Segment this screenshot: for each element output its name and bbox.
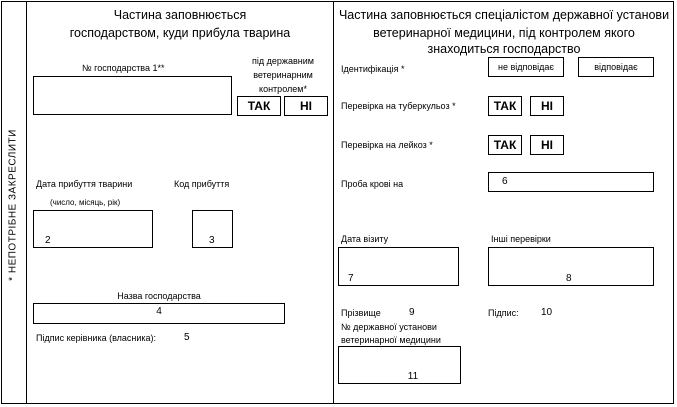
identification-label: Ідентифікація *: [341, 64, 405, 74]
not-match-text: не відповідає: [497, 62, 555, 72]
sign-num: 10: [541, 307, 553, 318]
right-header-line1: Частина заповнюється спеціалістом державної установи: [338, 8, 670, 22]
arrival-date-label: Дата прибуття тварини: [36, 179, 133, 189]
blood-num: 6: [502, 176, 508, 187]
tb-no-checkbox[interactable]: НІ: [530, 96, 564, 116]
arrival-date-num: 2: [45, 235, 51, 246]
leuk-yes-checkbox[interactable]: ТАК: [488, 135, 522, 155]
leuk-no-checkbox[interactable]: НІ: [530, 135, 564, 155]
farm-number-field[interactable]: [33, 76, 232, 115]
other-checks-label: Інші перевірки: [491, 234, 551, 244]
right-header-line3: знаходиться господарство: [427, 42, 581, 56]
state-control-line1: під державним: [252, 56, 314, 66]
institution-num: 11: [407, 371, 419, 382]
state-control-line3: контролем*: [259, 84, 307, 94]
state-control-no-checkbox[interactable]: НІ: [284, 96, 328, 116]
blood-field[interactable]: [488, 172, 654, 192]
visit-date-label: Дата візиту: [341, 234, 389, 244]
farm-name-num: 4: [156, 306, 162, 317]
visit-date-num: 7: [348, 273, 354, 284]
institution-label-line1: № державної установи: [341, 322, 437, 332]
side-note: * НЕПОТРІБНЕ ЗАКРЕСЛИТИ: [7, 129, 19, 281]
institution-label-line2: ветеринарної медицини: [341, 335, 441, 345]
visit-date-field[interactable]: [338, 247, 459, 286]
signature-label: Підпис керівника (власника):: [36, 333, 157, 343]
blood-label: Проба крові на: [341, 179, 404, 189]
signature-num: 5: [184, 332, 190, 343]
arrival-code-num: 3: [209, 235, 215, 246]
sign-label: Підпис:: [488, 308, 519, 318]
right-header-line2: ветеринарної медицини, під контролем якого: [373, 26, 635, 40]
side-divider: [26, 1, 27, 404]
tb-label: Перевірка на туберкульоз *: [341, 101, 456, 111]
arrival-date-field[interactable]: [33, 210, 153, 248]
left-header-line2: господарством, куди прибула тварина: [69, 26, 291, 40]
state-control-line2: ветеринарним: [253, 70, 313, 80]
middle-divider: [333, 1, 334, 404]
tb-yes-checkbox[interactable]: ТАК: [488, 96, 522, 116]
surname-label: Прізвище: [341, 308, 381, 318]
arrival-date-hint: (число, місяць, рік): [50, 198, 121, 207]
match-text: відповідає: [594, 62, 638, 72]
farm-name-label: Назва господарства: [117, 291, 201, 301]
other-checks-num: 8: [566, 273, 572, 284]
state-control-yes-checkbox[interactable]: ТАК: [237, 96, 281, 116]
surname-num: 9: [409, 307, 415, 318]
left-header-line1: Частина заповнюється: [113, 8, 247, 22]
farm-number-label: № господарства 1**: [82, 63, 165, 73]
arrival-code-label: Код прибуття: [174, 179, 230, 189]
leuk-label: Перевірка на лейкоз *: [341, 140, 433, 150]
